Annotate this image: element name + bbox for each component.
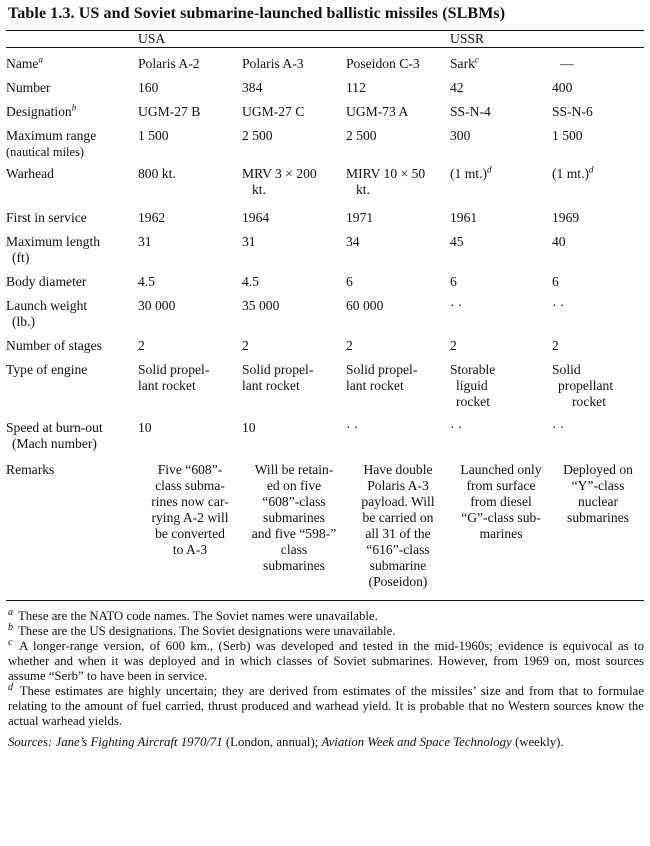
cell: Solid propel- lant rocket (242, 362, 314, 393)
cell: Five “608”- class subma- rines now car- rying A-2 will be converted to A-3 (151, 462, 229, 557)
cell: Polaris A-2 (138, 56, 200, 71)
row-label: Number of stages (6, 338, 102, 353)
row-label: First in service (6, 210, 87, 225)
cell: UGM-27 B (138, 104, 201, 119)
document-page (6, 4, 644, 750)
cell: MIRV 10 × 50 kt. (346, 166, 426, 197)
footnote-c: $^c$ A longer-range version, of 600 km., (Serb) was developed and tested in the mid-1960s; evidence is equivocal as to whether and when it was deployed and in which classes of Soviet submarines. However, from 1969 on, most sources assume “Serb” to have been in service. (8, 636, 644, 683)
footnotes (6, 606, 644, 750)
footnote-d: $^d$ These estimates are highly uncertain; they are derived from estimates of the missiles’ size and from that to formulae relating to the amount of fuel carried, thrust produced and warhead yield. It is probable that no Western sources know the actual warhead yields. (8, 681, 644, 728)
row-warhead (6, 166, 644, 210)
cell: UGM-27 C (242, 104, 305, 119)
cell: SS-N-4 (450, 104, 491, 119)
table-title: Table 1.3. US and Soviet submarine-launched ballistic missiles (SLBMs) (8, 5, 506, 22)
cell: 4.5 (138, 274, 155, 289)
cell: 1961 (450, 210, 478, 225)
cell: Solid propellant rocket (552, 362, 614, 409)
cell: 30 000 (138, 298, 176, 313)
cell: · · (346, 420, 359, 435)
cell: 2 500 (242, 128, 273, 143)
cell: 4.5 (242, 274, 259, 289)
cell: (1 mt.)$^d$ (450, 164, 492, 181)
cell: 2 500 (346, 128, 377, 143)
cell: 10 (138, 420, 152, 435)
row-remarks (6, 462, 644, 596)
sources: Sources: Jane’s Fighting Aircraft 1970/71 (London, annual); Aviation Week and Space Technology (weekly). (8, 735, 564, 749)
row-label: Maximum length (ft) (6, 234, 101, 265)
cell: 384 (242, 80, 263, 95)
cell: Poseidon C-3 (346, 56, 420, 71)
cell: Storable liguid rocket (450, 362, 496, 409)
cell: 31 (242, 234, 256, 249)
row-number (6, 80, 644, 104)
row-designation (6, 104, 644, 128)
cell: Launched only from surface from diesel “G”-class sub- marines (460, 462, 542, 541)
cell: Solid propel- lant rocket (138, 362, 210, 393)
slbm-table-body (6, 56, 644, 596)
row-range (6, 128, 644, 166)
row-stages (6, 338, 644, 362)
group-usa: USA (138, 31, 166, 46)
row-label: Type of engine (6, 362, 88, 377)
cell: 112 (346, 80, 366, 95)
row-length (6, 234, 644, 274)
cell: — (560, 56, 574, 71)
row-label: Number (6, 80, 51, 95)
row-label: Launch weight (lb.) (6, 298, 88, 329)
cell: · · (552, 420, 565, 435)
cell: Solid propel- lant rocket (346, 362, 418, 393)
cell: 2 (346, 338, 353, 353)
row-label: Speed at burn-out (Mach number) (6, 420, 103, 451)
cell: 1 500 (138, 128, 169, 143)
row-engine (6, 362, 644, 420)
row-label: Warhead (6, 166, 54, 181)
row-label: Maximum range (nautical miles) (6, 128, 97, 159)
cell: SS-N-6 (552, 104, 593, 119)
cell: 1 500 (552, 128, 583, 143)
row-label: Remarks (6, 462, 55, 477)
cell: · · (552, 298, 565, 313)
cell: 6 (450, 274, 457, 289)
footnote-a: $^a$ These are the NATO code names. The Soviet names were unavailable. (8, 606, 378, 623)
cell: Sark$^c$ (450, 54, 479, 71)
cell: Deployed on “Y”-class nuclear submarines (563, 462, 633, 525)
row-diameter (6, 274, 644, 298)
cell: 6 (346, 274, 353, 289)
cell: · · (450, 298, 463, 313)
header-rule (6, 47, 644, 48)
cell: (1 mt.)$^d$ (552, 164, 594, 181)
cell: 800 kt. (138, 166, 176, 181)
cell: 1969 (552, 210, 580, 225)
row-label: Designation$^b$ (6, 102, 77, 119)
cell: 1971 (346, 210, 374, 225)
cell: 2 (242, 338, 249, 353)
cell: 160 (138, 80, 159, 95)
cell: 300 (450, 128, 471, 143)
row-weight (6, 298, 644, 338)
cell: 1962 (138, 210, 166, 225)
cell: 2 (552, 338, 559, 353)
bottom-rule (6, 600, 644, 601)
row-first-in-service (6, 210, 644, 234)
cell: Have double Polaris A-3 payload. Will be carried on all 31 of the “616”-class submarine (Poseidon) (361, 462, 435, 589)
cell: 400 (552, 80, 573, 95)
cell: UGM-73 A (346, 104, 409, 119)
row-label: Name$^a$ (6, 54, 43, 71)
cell: · · (450, 420, 463, 435)
cell: 40 (552, 234, 566, 249)
cell: 45 (450, 234, 464, 249)
footnote-b: $^b$ These are the US designations. The Soviet designations were unavailable. (8, 621, 396, 638)
slbm-table (6, 31, 644, 47)
cell: MRV 3 × 200 kt. (242, 166, 317, 197)
cell: 6 (552, 274, 559, 289)
cell: 60 000 (346, 298, 384, 313)
cell: 1964 (242, 210, 270, 225)
cell: 42 (450, 80, 464, 95)
cell: Will be retain- ed on five “608”-class submarines and five “598-” class submarines (251, 462, 337, 573)
row-speed (6, 420, 644, 462)
cell: 10 (242, 420, 256, 435)
row-label: Body diameter (6, 274, 87, 289)
cell: Polaris A-3 (242, 56, 304, 71)
group-header-row (6, 31, 644, 47)
cell: 31 (138, 234, 152, 249)
row-name (6, 56, 644, 80)
cell: 2 (138, 338, 145, 353)
cell: 35 000 (242, 298, 280, 313)
group-ussr: USSR (450, 31, 485, 46)
cell: 34 (346, 234, 360, 249)
cell: 2 (450, 338, 457, 353)
